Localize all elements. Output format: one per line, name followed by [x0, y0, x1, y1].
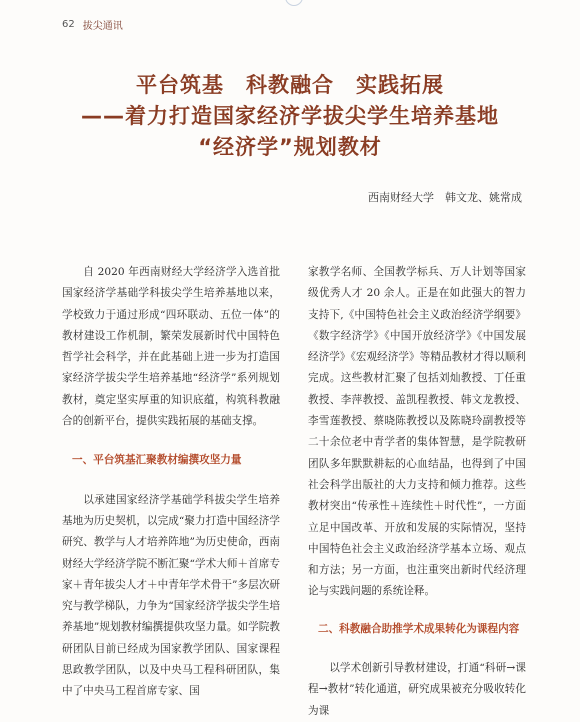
paragraph: 家教学名师、全国教学标兵、万人计划等国家级优秀人才 20 余人。正是在如此强大的智力支持下,《中国特色社会主义政治经济学纲要》《数字经济学》《中国开放经济学》《中国发展经济学》《宏观经济学》等精品教材才得以顺利完成。这些教材汇聚了包括刘灿教授、丁任重教授、李萍教授、盖凯程教授、韩文龙教授、李雪莲教授、蔡晓陈教授以及陈晓玲副教授等二十余位老中青学者的集体智慧，是学院教研团队多年默默耕耘的心血结晶，也得到了中国社会科学出版社的大力支持和倾力推荐。这些教材突出“传承性＋连续性＋时代性”，一方面立足中国改革、开放和发展的实际情况，坚持中国特色社会主义政治经济学基本立场、观点和方法；另一方面，也注重突出新时代经济理论与实践问题的系统诠释。 [308, 266, 526, 598]
section-heading: 一、平台筑基汇聚教材编撰攻坚力量 [72, 454, 242, 467]
page-number: 62 [62, 19, 75, 30]
title-line-2: ——着力打造国家经济学拔尖学生培养基地 [81, 104, 499, 128]
paragraph: 自 2020 年西南财经大学经济学入选首批国家经济学基础学科拔尖学生培养基地以来，学校致力于通过形成“四环联动、五位一体”的教材建设工作机制，繁荣发展新时代中国特色哲学社会科学，并在此基础上进一步为打造国家经济学拔尖学生培养基地“经济学”系列规划教材，奠定坚实厚重的知识底蕴，构筑科教融合的创新平台，提供实践拓展的基础支撑。 [62, 266, 280, 428]
top-ornament [285, 0, 303, 6]
paragraph: 以学术创新引导教材建设，打通“科研→课程→教材”转化通道，研究成果被充分吸收转化为课 [308, 662, 526, 717]
paragraph: 以承建国家经济学基础学科拔尖学生培养基地为历史契机，以完成“聚力打造中国经济学研究、教学与人才培养阵地”为历史使命，西南财经大学经济学院不断汇聚“学术大师＋首席专家＋青年拔尖人才＋中青年学术骨干”多层次研究与教学梯队，力争为“国家经济学拔尖学生培养基地”规划教材编撰提供攻坚力量。如学院教研团队目前已经成为国家教学团队、国家课程思政教学团队，以及中央马工程科研团队，集中了中央马工程首席专家、国 [62, 493, 280, 698]
running-header [62, 17, 123, 32]
section-heading: 二、科教融合助推学术成果转化为课程内容 [318, 622, 520, 635]
section-name: 拔尖通讯 [82, 21, 123, 32]
title-line-1: 平台筑基 科教融合 实践拓展 [136, 73, 444, 97]
title-line-3: “经济学”规划教材 [198, 135, 382, 159]
author-line: 西南财经大学 韩文龙、姚常成 [368, 191, 522, 204]
left-column [62, 262, 280, 703]
article-title [0, 70, 580, 163]
right-column [308, 262, 526, 722]
